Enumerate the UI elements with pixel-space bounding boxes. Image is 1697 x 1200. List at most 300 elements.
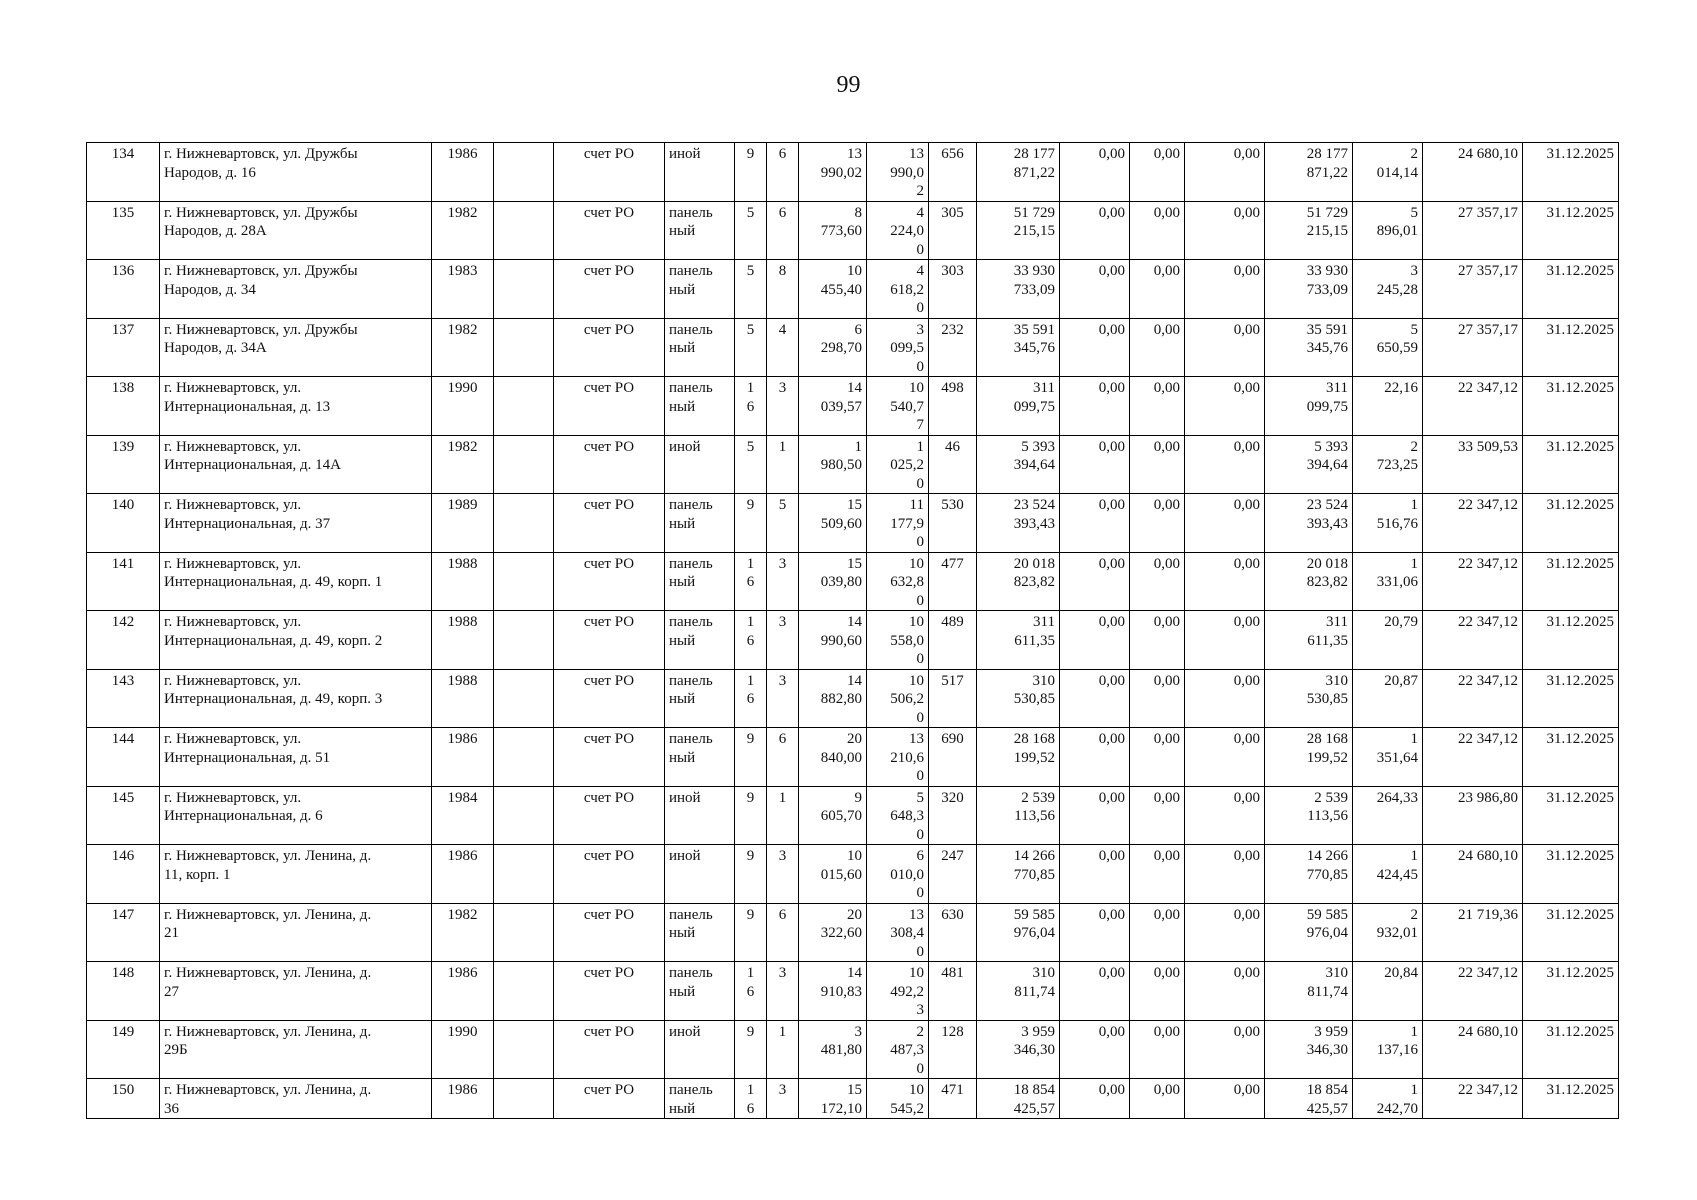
cell-cost-total: 35 591 345,76 <box>977 318 1060 377</box>
cell-unit-cost: 2 932,01 <box>1353 903 1423 962</box>
cell-residents: 630 <box>929 903 977 962</box>
cell-unit-cost: 5 896,01 <box>1353 201 1423 260</box>
cell-year: 1982 <box>432 201 494 260</box>
cell-year: 1988 <box>432 552 494 611</box>
cell-area-living: 10 558,0 0 <box>867 611 929 670</box>
cell-deadline: 31.12.2025 <box>1523 903 1619 962</box>
cell-address: г. Нижневартовск, ул. Интернациональная, д. 14А <box>160 435 432 494</box>
cell-residents: 530 <box>929 494 977 553</box>
cell-wall: иной <box>665 845 735 904</box>
cell-fund-other: 0,00 <box>1185 786 1265 845</box>
cell-cost-total: 18 854 425,57 <box>977 1079 1060 1119</box>
cell-fund-ao: 0,00 <box>1060 318 1130 377</box>
cell-fund-mun: 0,00 <box>1130 318 1185 377</box>
cell-floors: 5 <box>735 201 767 260</box>
cell-fund-other: 0,00 <box>1185 435 1265 494</box>
cell-unit-cost: 2 723,25 <box>1353 435 1423 494</box>
cell-num: 143 <box>87 669 160 728</box>
cell-fund-owners: 310 530,85 <box>1265 669 1353 728</box>
cell-year: 1986 <box>432 845 494 904</box>
cell-floors: 9 <box>735 1020 767 1079</box>
cell-address: г. Нижневартовск, ул. Интернациональная, д. 49, корп. 2 <box>160 611 432 670</box>
cell-area-living: 11 177,9 0 <box>867 494 929 553</box>
cell-blank <box>494 845 554 904</box>
cell-cost-total: 311 099,75 <box>977 377 1060 436</box>
cell-blank <box>494 962 554 1021</box>
cell-wall: панель ный <box>665 611 735 670</box>
cell-fund-ao: 0,00 <box>1060 494 1130 553</box>
cell-area-living: 3 099,5 0 <box>867 318 929 377</box>
cell-entrances: 5 <box>767 494 799 553</box>
cell-area-living: 10 632,8 0 <box>867 552 929 611</box>
cell-residents: 232 <box>929 318 977 377</box>
cell-num: 149 <box>87 1020 160 1079</box>
cell-wall: панель ный <box>665 552 735 611</box>
cell-blank <box>494 786 554 845</box>
cell-account: счет РО <box>554 728 665 787</box>
cell-fund-owners: 33 930 733,09 <box>1265 260 1353 319</box>
page-number: 99 <box>836 72 861 98</box>
cell-residents: 481 <box>929 962 977 1021</box>
cell-entrances: 8 <box>767 260 799 319</box>
cell-account: счет РО <box>554 552 665 611</box>
cell-blank <box>494 728 554 787</box>
cell-year: 1986 <box>432 1079 494 1119</box>
cell-entrances: 3 <box>767 845 799 904</box>
cell-area-living: 1 025,2 0 <box>867 435 929 494</box>
cell-deadline: 31.12.2025 <box>1523 494 1619 553</box>
cell-fund-owners: 59 585 976,04 <box>1265 903 1353 962</box>
cell-max-cost: 22 347,12 <box>1423 1079 1523 1119</box>
cell-address: г. Нижневартовск, ул. Ленина, д. 11, корп. 1 <box>160 845 432 904</box>
cell-address: г. Нижневартовск, ул. Дружбы Народов, д. 16 <box>160 143 432 202</box>
cell-fund-owners: 311 611,35 <box>1265 611 1353 670</box>
cell-account: счет РО <box>554 845 665 904</box>
cell-residents: 489 <box>929 611 977 670</box>
cell-floors: 1 6 <box>735 611 767 670</box>
cell-cost-total: 310 811,74 <box>977 962 1060 1021</box>
cell-blank <box>494 903 554 962</box>
cell-floors: 1 6 <box>735 552 767 611</box>
cell-num: 145 <box>87 786 160 845</box>
cell-account: счет РО <box>554 903 665 962</box>
cell-num: 137 <box>87 318 160 377</box>
table-row <box>87 552 1619 611</box>
cell-fund-owners: 23 524 393,43 <box>1265 494 1353 553</box>
cell-fund-owners: 28 177 871,22 <box>1265 143 1353 202</box>
cell-residents: 517 <box>929 669 977 728</box>
cell-unit-cost: 22,16 <box>1353 377 1423 436</box>
table-row <box>87 377 1619 436</box>
cell-area-total: 14 990,60 <box>799 611 867 670</box>
cell-fund-mun: 0,00 <box>1130 845 1185 904</box>
table-row <box>87 143 1619 202</box>
cell-floors: 9 <box>735 786 767 845</box>
cell-fund-mun: 0,00 <box>1130 552 1185 611</box>
cell-residents: 303 <box>929 260 977 319</box>
cell-fund-ao: 0,00 <box>1060 377 1130 436</box>
cell-area-total: 1 980,50 <box>799 435 867 494</box>
cell-cost-total: 3 959 346,30 <box>977 1020 1060 1079</box>
cell-fund-owners: 5 393 394,64 <box>1265 435 1353 494</box>
cell-max-cost: 22 347,12 <box>1423 669 1523 728</box>
cell-fund-ao: 0,00 <box>1060 435 1130 494</box>
cell-max-cost: 22 347,12 <box>1423 611 1523 670</box>
cell-residents: 320 <box>929 786 977 845</box>
cell-entrances: 3 <box>767 611 799 670</box>
cell-wall: панель ный <box>665 728 735 787</box>
cell-deadline: 31.12.2025 <box>1523 962 1619 1021</box>
cell-wall: иной <box>665 435 735 494</box>
cell-area-total: 14 882,80 <box>799 669 867 728</box>
cell-account: счет РО <box>554 962 665 1021</box>
cell-fund-owners: 311 099,75 <box>1265 377 1353 436</box>
cell-blank <box>494 1020 554 1079</box>
cell-fund-mun: 0,00 <box>1130 201 1185 260</box>
cell-num: 138 <box>87 377 160 436</box>
cell-cost-total: 311 611,35 <box>977 611 1060 670</box>
cell-cost-total: 23 524 393,43 <box>977 494 1060 553</box>
cell-cost-total: 2 539 113,56 <box>977 786 1060 845</box>
cell-deadline: 31.12.2025 <box>1523 611 1619 670</box>
cell-unit-cost: 264,33 <box>1353 786 1423 845</box>
cell-fund-other: 0,00 <box>1185 962 1265 1021</box>
cell-fund-mun: 0,00 <box>1130 786 1185 845</box>
cell-max-cost: 24 680,10 <box>1423 845 1523 904</box>
cell-area-living: 2 487,3 0 <box>867 1020 929 1079</box>
cell-year: 1983 <box>432 260 494 319</box>
cell-wall: панель ный <box>665 377 735 436</box>
cell-address: г. Нижневартовск, ул. Ленина, д. 29Б <box>160 1020 432 1079</box>
cell-fund-other: 0,00 <box>1185 1020 1265 1079</box>
cell-fund-other: 0,00 <box>1185 377 1265 436</box>
cell-cost-total: 28 177 871,22 <box>977 143 1060 202</box>
cell-fund-other: 0,00 <box>1185 552 1265 611</box>
cell-deadline: 31.12.2025 <box>1523 845 1619 904</box>
table-row <box>87 494 1619 553</box>
cell-entrances: 6 <box>767 201 799 260</box>
cell-address: г. Нижневартовск, ул. Ленина, д. 27 <box>160 962 432 1021</box>
cell-address: г. Нижневартовск, ул. Интернациональная, д. 13 <box>160 377 432 436</box>
cell-wall: панель ный <box>665 318 735 377</box>
cell-area-living: 10 540,7 7 <box>867 377 929 436</box>
cell-fund-owners: 35 591 345,76 <box>1265 318 1353 377</box>
cell-fund-other: 0,00 <box>1185 494 1265 553</box>
cell-area-total: 14 910,83 <box>799 962 867 1021</box>
cell-fund-other: 0,00 <box>1185 669 1265 728</box>
cell-fund-mun: 0,00 <box>1130 669 1185 728</box>
cell-blank <box>494 318 554 377</box>
cell-fund-owners: 310 811,74 <box>1265 962 1353 1021</box>
cell-account: счет РО <box>554 611 665 670</box>
cell-fund-ao: 0,00 <box>1060 786 1130 845</box>
cell-floors: 1 6 <box>735 669 767 728</box>
cell-area-total: 6 298,70 <box>799 318 867 377</box>
cell-max-cost: 22 347,12 <box>1423 494 1523 553</box>
table-row <box>87 962 1619 1021</box>
cell-floors: 5 <box>735 435 767 494</box>
cell-fund-owners: 3 959 346,30 <box>1265 1020 1353 1079</box>
cell-account: счет РО <box>554 260 665 319</box>
cell-blank <box>494 1079 554 1119</box>
cell-unit-cost: 2 014,14 <box>1353 143 1423 202</box>
cell-max-cost: 33 509,53 <box>1423 435 1523 494</box>
cell-fund-other: 0,00 <box>1185 611 1265 670</box>
cell-unit-cost: 1 424,45 <box>1353 845 1423 904</box>
cell-entrances: 6 <box>767 728 799 787</box>
cell-account: счет РО <box>554 1020 665 1079</box>
cell-floors: 9 <box>735 494 767 553</box>
cell-area-total: 8 773,60 <box>799 201 867 260</box>
cell-fund-mun: 0,00 <box>1130 962 1185 1021</box>
cell-account: счет РО <box>554 143 665 202</box>
cell-year: 1982 <box>432 903 494 962</box>
cell-cost-total: 310 530,85 <box>977 669 1060 728</box>
cell-unit-cost: 20,79 <box>1353 611 1423 670</box>
cell-fund-mun: 0,00 <box>1130 728 1185 787</box>
cell-wall: иной <box>665 1020 735 1079</box>
cell-area-living: 6 010,0 0 <box>867 845 929 904</box>
cell-year: 1986 <box>432 143 494 202</box>
cell-area-total: 3 481,80 <box>799 1020 867 1079</box>
table-row <box>87 669 1619 728</box>
cell-blank <box>494 260 554 319</box>
cell-account: счет РО <box>554 494 665 553</box>
cell-unit-cost: 20,87 <box>1353 669 1423 728</box>
cell-residents: 656 <box>929 143 977 202</box>
cell-area-total: 14 039,57 <box>799 377 867 436</box>
cell-fund-mun: 0,00 <box>1130 1079 1185 1119</box>
cell-entrances: 3 <box>767 377 799 436</box>
cell-blank <box>494 669 554 728</box>
cell-address: г. Нижневартовск, ул. Дружбы Народов, д. 34 <box>160 260 432 319</box>
table-body <box>87 143 1619 1119</box>
cell-num: 147 <box>87 903 160 962</box>
cell-num: 141 <box>87 552 160 611</box>
table-row <box>87 845 1619 904</box>
cell-entrances: 3 <box>767 1079 799 1119</box>
cell-area-living: 10 492,2 3 <box>867 962 929 1021</box>
cell-floors: 1 6 <box>735 377 767 436</box>
cell-cost-total: 33 930 733,09 <box>977 260 1060 319</box>
cell-account: счет РО <box>554 1079 665 1119</box>
cell-fund-owners: 14 266 770,85 <box>1265 845 1353 904</box>
cell-cost-total: 59 585 976,04 <box>977 903 1060 962</box>
cell-floors: 1 6 <box>735 1079 767 1119</box>
cell-cost-total: 20 018 823,82 <box>977 552 1060 611</box>
cell-fund-ao: 0,00 <box>1060 845 1130 904</box>
cell-entrances: 1 <box>767 1020 799 1079</box>
cell-fund-owners: 2 539 113,56 <box>1265 786 1353 845</box>
cell-deadline: 31.12.2025 <box>1523 669 1619 728</box>
cell-area-living: 4 618,2 0 <box>867 260 929 319</box>
cell-unit-cost: 1 331,06 <box>1353 552 1423 611</box>
cell-blank <box>494 201 554 260</box>
cell-fund-mun: 0,00 <box>1130 143 1185 202</box>
cell-max-cost: 22 347,12 <box>1423 728 1523 787</box>
cell-fund-mun: 0,00 <box>1130 260 1185 319</box>
table-row <box>87 786 1619 845</box>
cell-deadline: 31.12.2025 <box>1523 552 1619 611</box>
cell-fund-ao: 0,00 <box>1060 260 1130 319</box>
cell-max-cost: 22 347,12 <box>1423 962 1523 1021</box>
cell-fund-other: 0,00 <box>1185 318 1265 377</box>
cell-max-cost: 27 357,17 <box>1423 201 1523 260</box>
cell-max-cost: 27 357,17 <box>1423 318 1523 377</box>
cell-residents: 498 <box>929 377 977 436</box>
cell-num: 150 <box>87 1079 160 1119</box>
cell-area-living: 4 224,0 0 <box>867 201 929 260</box>
cell-entrances: 1 <box>767 435 799 494</box>
cell-address: г. Нижневартовск, ул. Интернациональная, д. 49, корп. 1 <box>160 552 432 611</box>
cell-fund-other: 0,00 <box>1185 201 1265 260</box>
cell-fund-other: 0,00 <box>1185 845 1265 904</box>
cell-fund-other: 0,00 <box>1185 143 1265 202</box>
cell-deadline: 31.12.2025 <box>1523 786 1619 845</box>
cell-cost-total: 5 393 394,64 <box>977 435 1060 494</box>
cell-residents: 477 <box>929 552 977 611</box>
cell-fund-owners: 20 018 823,82 <box>1265 552 1353 611</box>
cell-account: счет РО <box>554 435 665 494</box>
table-row <box>87 318 1619 377</box>
cell-account: счет РО <box>554 669 665 728</box>
cell-entrances: 6 <box>767 903 799 962</box>
cell-area-living: 13 210,6 0 <box>867 728 929 787</box>
cell-max-cost: 23 986,80 <box>1423 786 1523 845</box>
cell-year: 1986 <box>432 962 494 1021</box>
cell-address: г. Нижневартовск, ул. Интернациональная, д. 49, корп. 3 <box>160 669 432 728</box>
cell-max-cost: 21 719,36 <box>1423 903 1523 962</box>
cell-deadline: 31.12.2025 <box>1523 143 1619 202</box>
cell-unit-cost: 1 351,64 <box>1353 728 1423 787</box>
cell-floors: 9 <box>735 845 767 904</box>
cell-area-total: 10 015,60 <box>799 845 867 904</box>
cell-floors: 9 <box>735 728 767 787</box>
cell-max-cost: 27 357,17 <box>1423 260 1523 319</box>
cell-entrances: 4 <box>767 318 799 377</box>
table-row <box>87 260 1619 319</box>
cell-area-total: 15 509,60 <box>799 494 867 553</box>
cell-max-cost: 22 347,12 <box>1423 377 1523 436</box>
cell-wall: панель ный <box>665 669 735 728</box>
cell-address: г. Нижневартовск, ул. Дружбы Народов, д. 34А <box>160 318 432 377</box>
cell-year: 1982 <box>432 318 494 377</box>
cell-entrances: 6 <box>767 143 799 202</box>
cell-num: 135 <box>87 201 160 260</box>
cell-year: 1990 <box>432 1020 494 1079</box>
cell-entrances: 3 <box>767 552 799 611</box>
cell-fund-ao: 0,00 <box>1060 1079 1130 1119</box>
cell-year: 1988 <box>432 611 494 670</box>
cell-fund-other: 0,00 <box>1185 1079 1265 1119</box>
cell-fund-other: 0,00 <box>1185 903 1265 962</box>
cell-fund-owners: 28 168 199,52 <box>1265 728 1353 787</box>
cell-fund-mun: 0,00 <box>1130 903 1185 962</box>
cell-area-living: 13 308,4 0 <box>867 903 929 962</box>
cell-fund-ao: 0,00 <box>1060 611 1130 670</box>
cell-fund-mun: 0,00 <box>1130 611 1185 670</box>
cell-num: 136 <box>87 260 160 319</box>
cell-cost-total: 28 168 199,52 <box>977 728 1060 787</box>
cell-blank <box>494 435 554 494</box>
cell-account: счет РО <box>554 201 665 260</box>
cell-num: 139 <box>87 435 160 494</box>
table-row <box>87 1079 1619 1119</box>
cell-floors: 1 6 <box>735 962 767 1021</box>
cell-wall: панель ный <box>665 1079 735 1119</box>
cell-max-cost: 22 347,12 <box>1423 552 1523 611</box>
cell-year: 1984 <box>432 786 494 845</box>
cell-entrances: 3 <box>767 669 799 728</box>
cell-deadline: 31.12.2025 <box>1523 201 1619 260</box>
cell-fund-mun: 0,00 <box>1130 1020 1185 1079</box>
cell-year: 1986 <box>432 728 494 787</box>
cell-num: 146 <box>87 845 160 904</box>
cell-floors: 5 <box>735 260 767 319</box>
cell-area-living: 5 648,3 0 <box>867 786 929 845</box>
cell-year: 1990 <box>432 377 494 436</box>
table-row <box>87 903 1619 962</box>
cell-blank <box>494 611 554 670</box>
cell-deadline: 31.12.2025 <box>1523 435 1619 494</box>
cell-address: г. Нижневартовск, ул. Дружбы Народов, д. 28А <box>160 201 432 260</box>
cell-unit-cost: 5 650,59 <box>1353 318 1423 377</box>
cell-fund-ao: 0,00 <box>1060 962 1130 1021</box>
cell-deadline: 31.12.2025 <box>1523 1020 1619 1079</box>
cell-fund-owners: 51 729 215,15 <box>1265 201 1353 260</box>
cell-address: г. Нижневартовск, ул. Интернациональная, д. 6 <box>160 786 432 845</box>
cell-num: 142 <box>87 611 160 670</box>
table-row <box>87 728 1619 787</box>
cell-residents: 128 <box>929 1020 977 1079</box>
cell-wall: панель ный <box>665 903 735 962</box>
cell-blank <box>494 552 554 611</box>
cell-address: г. Нижневартовск, ул. Интернациональная, д. 51 <box>160 728 432 787</box>
cell-num: 148 <box>87 962 160 1021</box>
cell-deadline: 31.12.2025 <box>1523 377 1619 436</box>
cell-wall: панель ный <box>665 260 735 319</box>
cell-blank <box>494 494 554 553</box>
cell-year: 1988 <box>432 669 494 728</box>
cell-residents: 46 <box>929 435 977 494</box>
table-row <box>87 201 1619 260</box>
cell-residents: 690 <box>929 728 977 787</box>
cell-fund-owners: 18 854 425,57 <box>1265 1079 1353 1119</box>
houses-table <box>86 142 1619 1119</box>
cell-unit-cost: 3 245,28 <box>1353 260 1423 319</box>
cell-wall: иной <box>665 143 735 202</box>
cell-unit-cost: 20,84 <box>1353 962 1423 1021</box>
cell-max-cost: 24 680,10 <box>1423 1020 1523 1079</box>
cell-fund-ao: 0,00 <box>1060 552 1130 611</box>
cell-unit-cost: 1 516,76 <box>1353 494 1423 553</box>
cell-residents: 305 <box>929 201 977 260</box>
cell-residents: 471 <box>929 1079 977 1119</box>
cell-fund-mun: 0,00 <box>1130 494 1185 553</box>
cell-entrances: 3 <box>767 962 799 1021</box>
cell-fund-other: 0,00 <box>1185 728 1265 787</box>
cell-max-cost: 24 680,10 <box>1423 143 1523 202</box>
cell-fund-ao: 0,00 <box>1060 1020 1130 1079</box>
cell-fund-ao: 0,00 <box>1060 201 1130 260</box>
cell-wall: панель ный <box>665 201 735 260</box>
cell-account: счет РО <box>554 786 665 845</box>
cell-wall: иной <box>665 786 735 845</box>
cell-address: г. Нижневартовск, ул. Ленина, д. 21 <box>160 903 432 962</box>
cell-deadline: 31.12.2025 <box>1523 318 1619 377</box>
cell-blank <box>494 143 554 202</box>
cell-num: 140 <box>87 494 160 553</box>
